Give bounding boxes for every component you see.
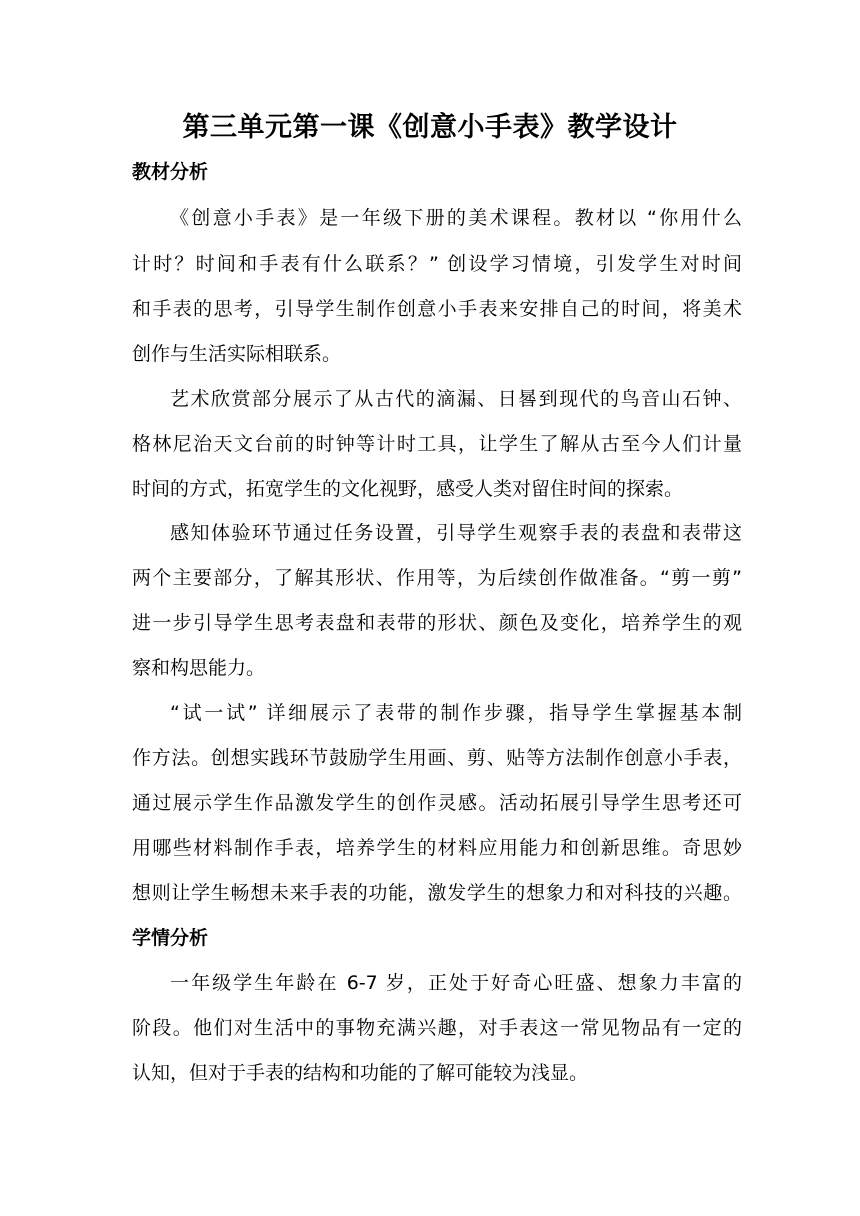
paragraph-line: 感知体验环节通过任务设置，引导学生观察手表的表盘和表带这: [170, 522, 742, 544]
paragraph-line: 格林尼治天文台前的时钟等计时工具，让学生了解从古至今人们计量: [132, 433, 742, 455]
paragraph-line: 想则让学生畅想未来手表的功能，激发学生的想象力和对科技的兴趣。: [132, 882, 742, 904]
paragraph-line: 察和构思能力。: [132, 657, 266, 679]
paragraph-line: 创作与生活实际相联系。: [132, 343, 342, 365]
document-title: 第三单元第一课《创意小手表》教学设计: [182, 112, 678, 143]
paragraph-line: 通过展示学生作品激发学生的创作灵感。活动拓展引导学生思考还可: [132, 792, 742, 814]
paragraph-line: 一年级学生年龄在 6-7 岁，正处于好奇心旺盛、想象力丰富的: [170, 972, 742, 994]
section-heading-textbook-analysis: 教材分析: [132, 161, 209, 183]
section-heading-student-analysis: 学情分析: [132, 927, 209, 949]
paragraph-line: 和手表的思考，引导学生制作创意小手表来安排自己的时间，将美术: [132, 298, 742, 320]
paragraph-line: 阶段。他们对生活中的事物充满兴趣，对手表这一常见物品有一定的: [132, 1017, 742, 1039]
paragraph-line: 两个主要部分，了解其形状、作用等，为后续创作做准备。“剪一剪”: [132, 567, 742, 589]
paragraph-line: 时间的方式，拓宽学生的文化视野，感受人类对留住时间的探索。: [132, 478, 684, 500]
paragraph-line: 艺术欣赏部分展示了从古代的滴漏、日晷到现代的鸟音山石钟、: [170, 388, 742, 410]
paragraph-line: 进一步引导学生思考表盘和表带的形状、颜色及变化，培养学生的观: [132, 612, 742, 634]
paragraph-line: 《创意小手表》是一年级下册的美术课程。教材以 “你用什么: [170, 207, 742, 229]
paragraph-line: 认知，但对于手表的结构和功能的了解可能较为浅显。: [132, 1062, 589, 1084]
paragraph-line: 计时？时间和手表有什么联系？” 创设学习情境，引发学生对时间: [132, 253, 742, 275]
paragraph-line: “试一试” 详细展示了表带的制作步骤，指导学生掌握基本制: [170, 702, 742, 724]
paragraph-line: 用哪些材料制作手表，培养学生的材料应用能力和创新思维。奇思妙: [132, 837, 742, 859]
paragraph-line: 作方法。创想实践环节鼓励学生用画、剪、贴等方法制作创意小手表，: [132, 747, 742, 769]
